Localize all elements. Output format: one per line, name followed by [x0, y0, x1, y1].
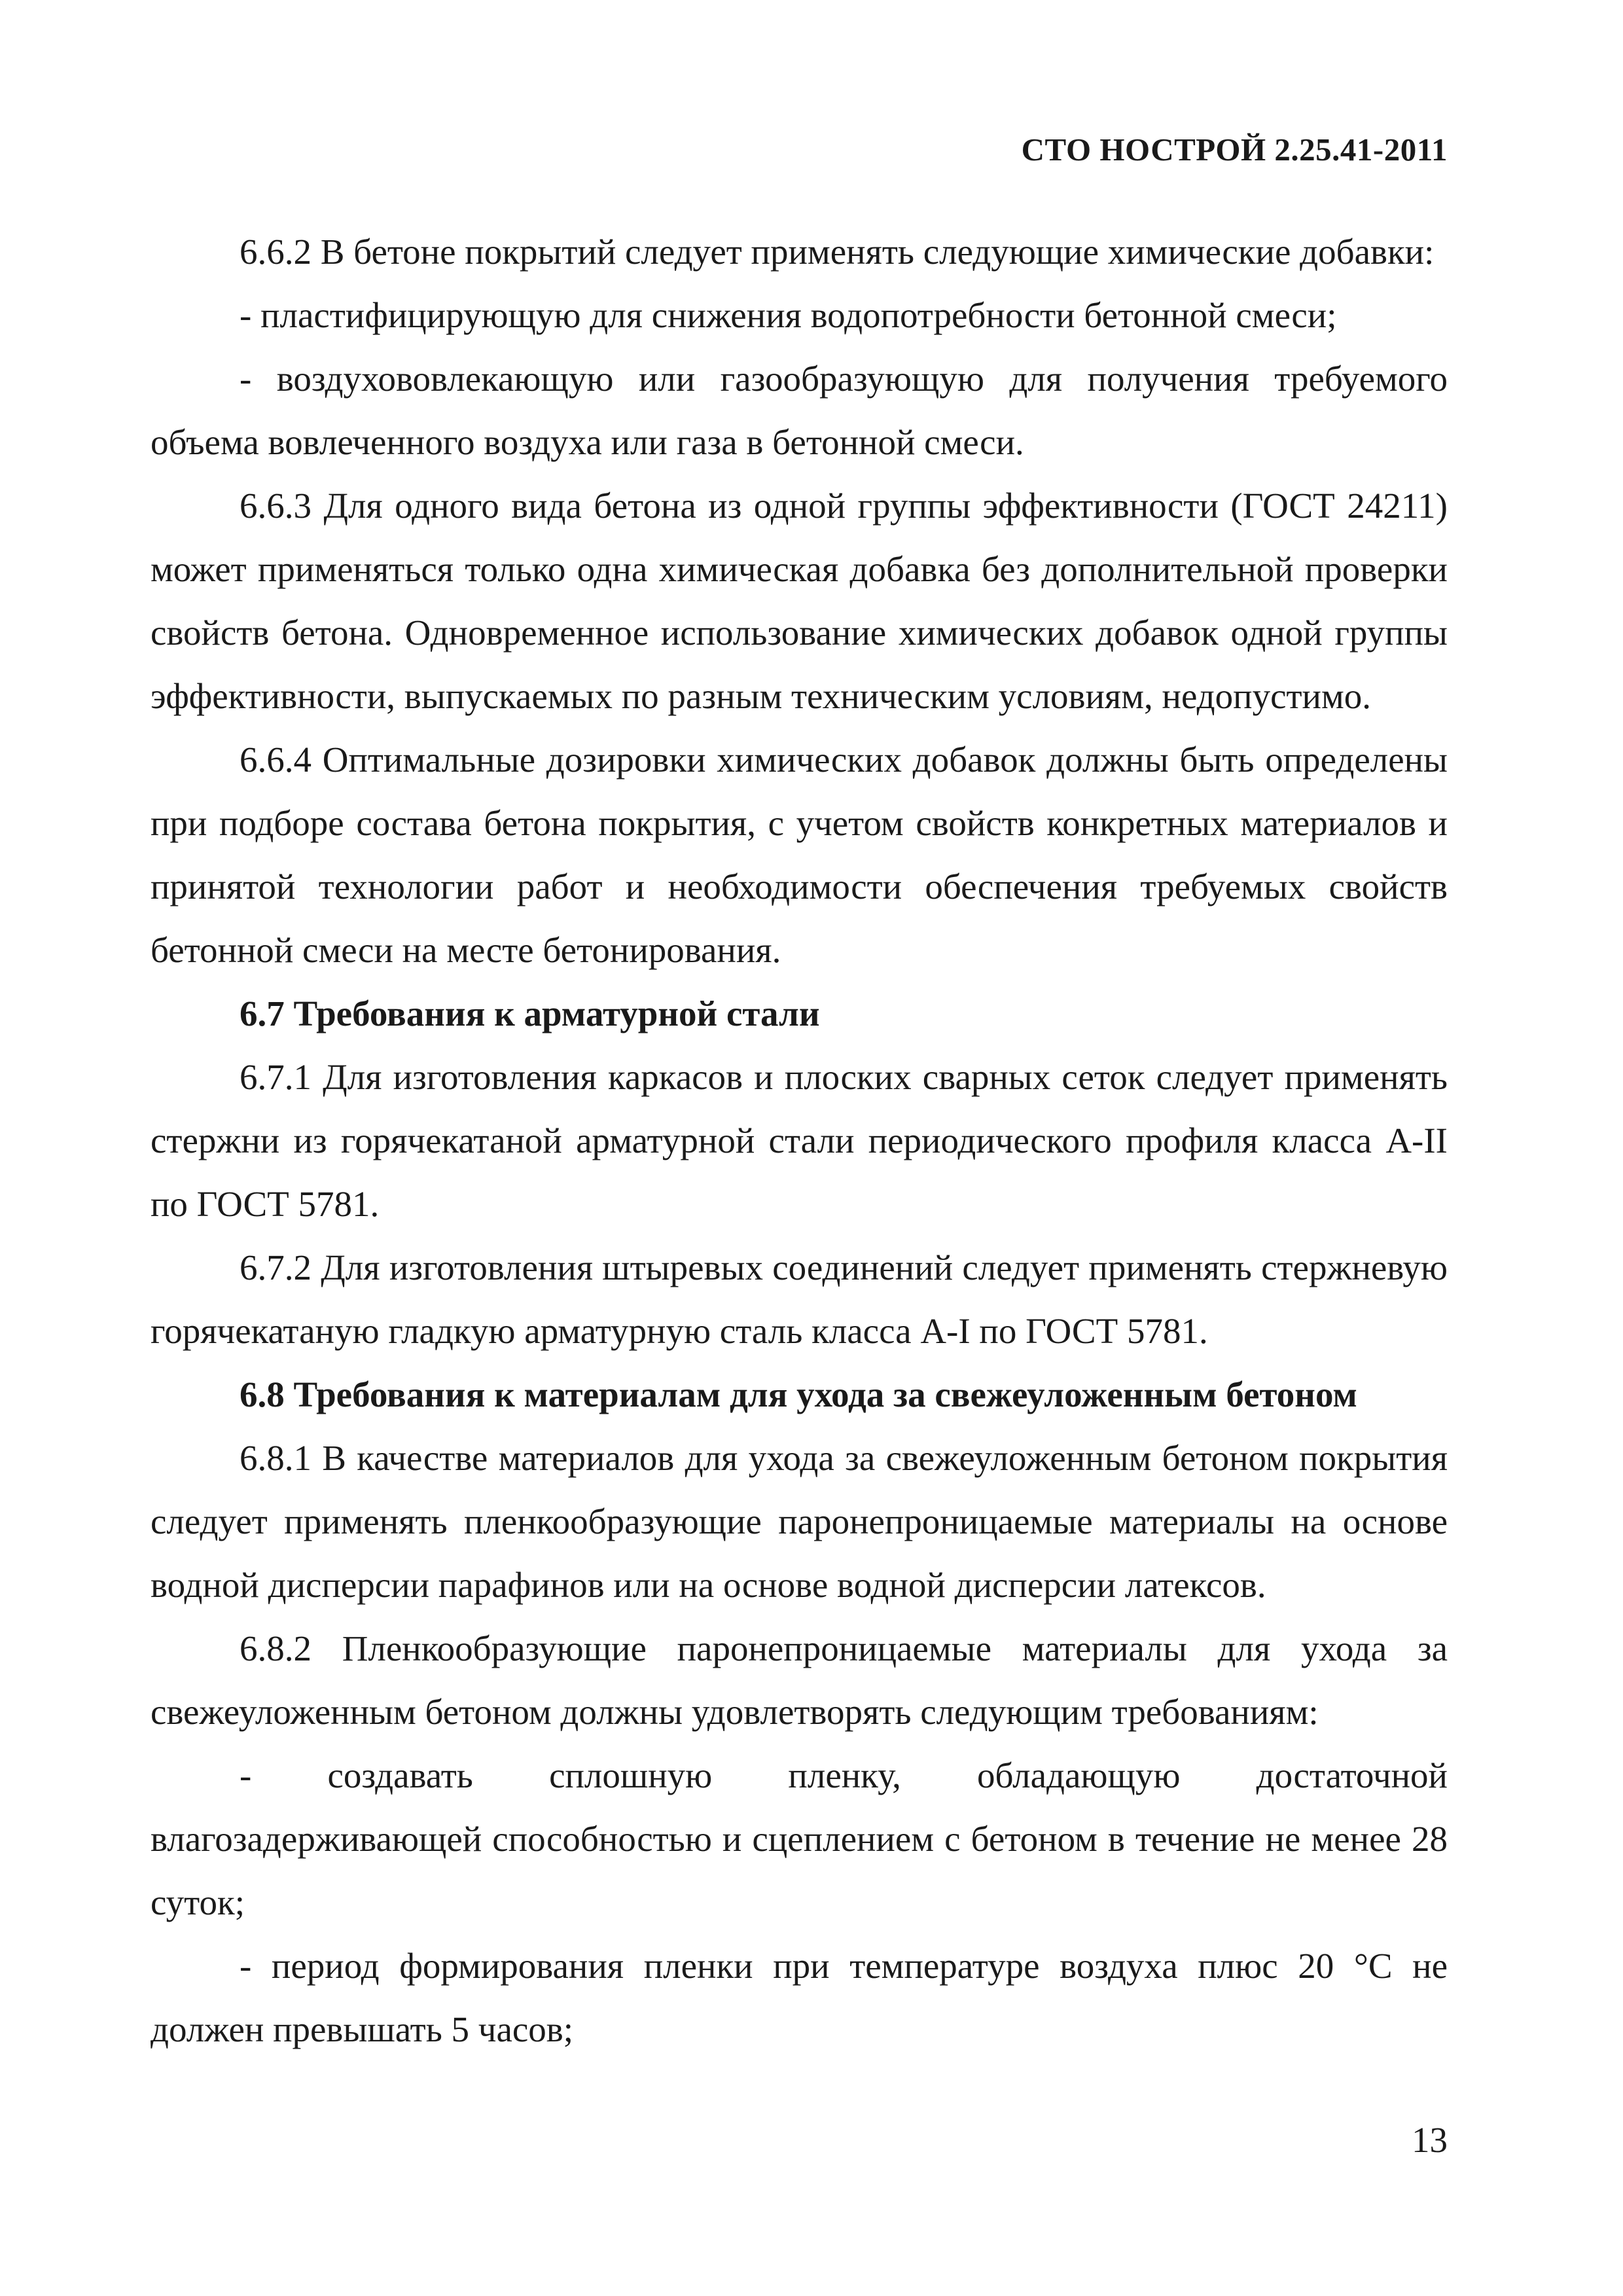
document-body: [151, 220, 1448, 2061]
section-heading-6-7: 6.7 Требования к арматурной стали: [240, 994, 820, 1033]
paragraph-6-6-3: 6.6.3 Для одного вида бетона из одной группы эффективности (ГОСТ 24211) может применяться только одна химическая добавка без дополнительной проверки свойств бетона. Одновременное использование химических добавок одной группы эффективности, выпускаемых по разным техническим условиям, недопустимо.: [151, 486, 1448, 716]
list-item-air-entraining: - воздухововлекающую или газообразующую для получения требуемого объема вовлеченного воздуха или газа в бетонной смеси.: [151, 359, 1448, 462]
paragraph-6-6-4: 6.6.4 Оптимальные дозировки химических добавок должны быть определены при подборе состава бетона покрытия, с учетом свойств конкретных материалов и принятой технологии работ и необходимости обеспечения требуемых свойств бетонной смеси на месте бетонирования.: [151, 740, 1448, 970]
list-item-plasticizer: - пластифицирующую для снижения водопотребности бетонной смеси;: [240, 295, 1337, 335]
list-item-film: - создавать сплошную пленку, обладающую достаточной влагозадерживающей способностью и сцеплением с бетоном в течение не менее 28 суток;: [151, 1755, 1448, 1922]
paragraph-6-7-1: 6.7.1 Для изготовления каркасов и плоских сварных сеток следует применять стержни из горячекатаной арматурной стали периодического профиля класса А-II по ГОСТ 5781.: [151, 1057, 1448, 1224]
page-number: 13: [1412, 2120, 1448, 2160]
paragraph-6-8-1: 6.8.1 В качестве материалов для ухода за свежеуложенным бетоном покрытия следует применять пленкообразующие паронепроницаемые материалы на основе водной дисперсии парафинов или на основе водной дисперсии латексов.: [151, 1438, 1448, 1605]
section-heading-6-8: 6.8 Требования к материалам для ухода за свежеуложенным бетоном: [240, 1374, 1357, 1414]
paragraph-6-8-2: 6.8.2 Пленкообразующие паронепроницаемые материалы для ухода за свежеуложенным бетоном должны удовлетворять следующим требованиям:: [151, 1628, 1448, 1732]
document-code-header: СТО НОСТРОЙ 2.25.41-2011: [1021, 132, 1448, 168]
list-item-period: - период формирования пленки при температуре воздуха плюс 20 °С не должен превышать 5 часов;: [151, 1946, 1448, 2049]
paragraph-6-7-2: 6.7.2 Для изготовления штыревых соединений следует применять стержневую горячекатаную гладкую арматурную сталь класса А-I по ГОСТ 5781.: [151, 1247, 1448, 1351]
paragraph-6-6-2: 6.6.2 В бетоне покрытий следует применять следующие химические добавки:: [240, 232, 1435, 272]
